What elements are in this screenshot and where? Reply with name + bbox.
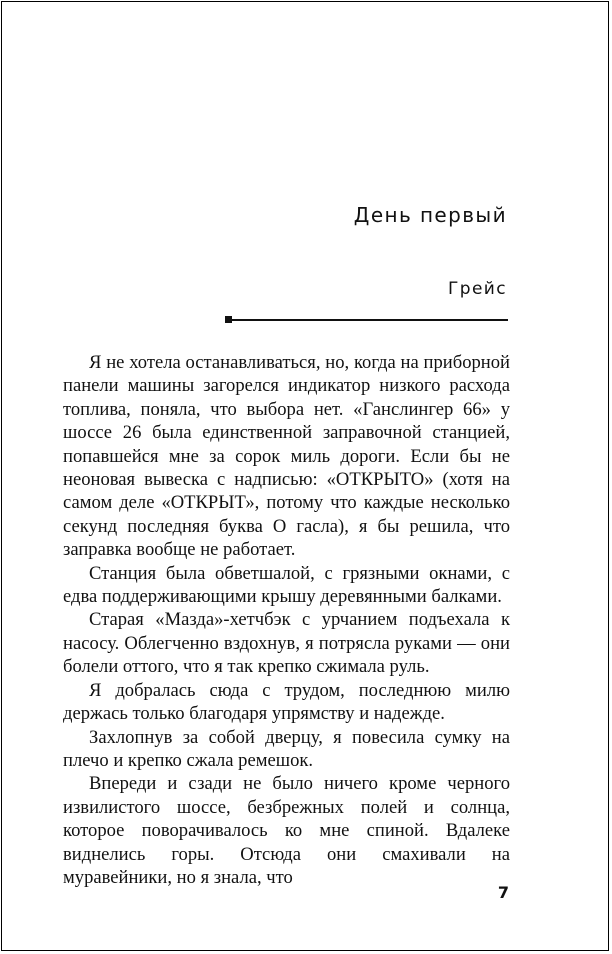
body-text	[63, 351, 510, 889]
paragraph: Старая «Мазда»-хетчбэк с урчанием подъехала к насосу. Облегченно вздохнув, я потрясла руками — они болели оттого, что я так крепко сжимала руль.	[63, 609, 510, 678]
paragraph: Захлопнув за собой дверцу, я повесила сумку на плечо и крепко сжала ремешок.	[63, 726, 510, 771]
paragraph: Я не хотела останавливаться, но, когда на приборной панели машины загорелся индикатор низкого расхода топлива, поняла, что выбора нет. «Ганслингер 66» у шоссе 26 была единственной заправочной станцией, попавшейся мне за сорок миль дороги. Если бы не неоновая вывеска с надписью: «ОТКРЫТО» (хотя на самом деле «ОТКРЫТ», потому что каждые несколько секунд последняя буква О гасла), я бы решила, что заправка вообще не работает.	[63, 352, 510, 561]
paragraph: Станция была обветшалой, с грязными окнами, с едва поддерживающими крышу деревянными балками.	[63, 562, 510, 608]
page-number: 7	[497, 883, 509, 902]
chapter-title: День первый	[353, 203, 507, 227]
paragraph: Я добралась сюда с трудом, последнюю милю держась только благодаря упрямству и надежде.	[63, 679, 510, 725]
paragraph: Впереди и сзади не было ничего кроме черного извилистого шоссе, безбрежных полей и солнца, которое поворачивалось ко мне спиной. Вдалеке виднелись горы. Отсюда они смахивали на муравейники, но я знала, что	[63, 773, 510, 888]
divider-square-marker	[225, 316, 232, 323]
section-title: Грейс	[447, 279, 507, 299]
section-divider	[228, 319, 508, 321]
